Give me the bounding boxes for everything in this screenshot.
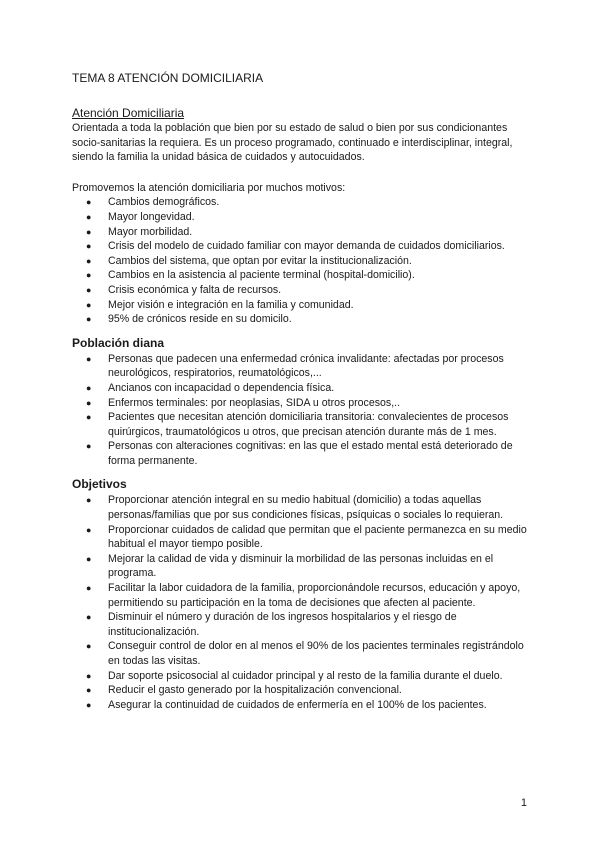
document-title: TEMA 8 ATENCIÓN DOMICILIARIA bbox=[72, 71, 264, 85]
list-item bbox=[86, 698, 534, 713]
list-item bbox=[86, 239, 534, 254]
list-item bbox=[86, 610, 534, 639]
list-item-text: Reducir el gasto generado por la hospitalización convencional. bbox=[108, 684, 402, 697]
bullet-icon: ● bbox=[86, 441, 92, 452]
list-item-text: Cambios en la asistencia al paciente terminal (hospital-domicilio). bbox=[108, 269, 415, 282]
list-item-text: Crisis económica y falta de recursos. bbox=[108, 283, 282, 296]
list-item bbox=[86, 283, 534, 298]
list-item-text: Proporcionar cuidados de calidad que permitan que el paciente permanezca en su medio habitual el mayor tiempo posible. bbox=[108, 523, 527, 551]
list-item bbox=[86, 210, 534, 225]
bullet-icon: ● bbox=[86, 670, 92, 681]
list-item bbox=[86, 381, 534, 396]
bullet-icon: ● bbox=[86, 255, 92, 266]
list-item bbox=[86, 254, 534, 269]
list-item bbox=[86, 268, 534, 283]
bullet-icon: ● bbox=[86, 314, 92, 325]
list-item-text: Personas con alteraciones cognitivas: en las que el estado mental está deteriorado de forma permanente. bbox=[108, 440, 513, 467]
list-item-text: Enfermos terminales: por neoplasias, SIDA u otros procesos,.. bbox=[108, 396, 401, 409]
page-number: 1 bbox=[520, 797, 527, 809]
list-item-text: Asegurar la continuidad de cuidados de enfermería en el 100% de los pacientes. bbox=[108, 698, 487, 711]
list-item-text: 95% de crónicos reside en su domicilo. bbox=[108, 313, 292, 326]
document-page bbox=[72, 70, 534, 716]
list-item bbox=[86, 352, 534, 381]
motives-lead-text: Promovemos la atención domiciliaria por muchos motivos: bbox=[72, 181, 346, 194]
list-item-text: Conseguir control de dolor en al menos el 90% de los pacientes terminales registrándolo en todas las visitas. bbox=[108, 640, 524, 667]
list-item bbox=[86, 410, 534, 439]
list-item bbox=[86, 225, 534, 240]
list-item-text: Pacientes que necesitan atención domiciliaria transitoria: convalecientes de procesos quirúrgicos, traumatológicos u otros, que precisan atención durante más de 1 mes. bbox=[108, 411, 509, 438]
list-item bbox=[86, 552, 534, 581]
list-item-text: Cambios del sistema, que optan por evitar la institucionalización. bbox=[108, 254, 412, 267]
list-item bbox=[86, 523, 534, 552]
list-item bbox=[86, 396, 534, 411]
bullet-icon: ● bbox=[86, 524, 92, 535]
list-item-text: Personas que padecen una enfermedad crónica invalidante: afectadas por procesos neurológicos, respiratorios, reumatológicos,... bbox=[108, 352, 504, 380]
bullet-icon: ● bbox=[86, 412, 92, 423]
list-item-text: Dar soporte psicosocial al cuidador principal y al resto de la familia durante el duelo. bbox=[108, 669, 503, 682]
list-item bbox=[86, 581, 534, 610]
bullet-icon: ● bbox=[86, 583, 92, 594]
section-intro-paragraph: Orientada a toda la población que bien por su estado de salud o bien por sus condicionantes socio-sanitarias la requiera. Es un proceso programado, continuado e interdisciplinar, integral, siendo la familia la unidad básica de cuidados y autocuidados. bbox=[72, 122, 513, 164]
list-item-text: Proporcionar atención integral en su medio habitual (domicilio) a todas aquellas personas/familias que por sus condiciones físicas, psíquicas o sociales lo requieran. bbox=[108, 494, 504, 522]
bullet-icon: ● bbox=[86, 685, 92, 696]
list-item-text: Mayor longevidad. bbox=[108, 210, 195, 223]
motives-list bbox=[72, 195, 534, 326]
bullet-icon: ● bbox=[86, 241, 92, 252]
list-item bbox=[86, 493, 534, 522]
list-item bbox=[86, 312, 534, 327]
list-item bbox=[86, 639, 534, 668]
list-item bbox=[86, 669, 534, 684]
poblacion-diana-list bbox=[72, 352, 534, 469]
section-heading-objetivos: Objetivos bbox=[72, 477, 127, 492]
objetivos-list bbox=[72, 493, 534, 712]
list-item-text: Facilitar la labor cuidadora de la familia, proporcionándole recursos, educación y apoyo, permitiendo su participación en la toma de decisiones que afecten al paciente. bbox=[108, 582, 521, 609]
list-item bbox=[86, 683, 534, 698]
list-item bbox=[86, 298, 534, 313]
list-item-text: Mejorar la calidad de vida y disminuir la morbilidad de las personas incluidas en el programa. bbox=[108, 552, 494, 580]
list-item-text: Mejor visión e integración en la familia y comunidad. bbox=[108, 298, 354, 311]
bullet-icon: ● bbox=[86, 495, 92, 506]
list-item-text: Disminuir el número y duración de los ingresos hospitalarios y el riesgo de institucionalización. bbox=[108, 611, 457, 638]
bullet-icon: ● bbox=[86, 382, 92, 393]
bullet-icon: ● bbox=[86, 211, 92, 222]
list-item-text: Ancianos con incapacidad o dependencia física. bbox=[108, 381, 335, 394]
bullet-icon: ● bbox=[86, 226, 92, 237]
bullet-icon: ● bbox=[86, 553, 92, 564]
list-item-text: Cambios demográficos. bbox=[108, 196, 220, 209]
bullet-icon: ● bbox=[86, 270, 92, 281]
bullet-icon: ● bbox=[86, 397, 92, 408]
bullet-icon: ● bbox=[86, 197, 92, 208]
list-item bbox=[86, 439, 534, 468]
bullet-icon: ● bbox=[86, 284, 92, 295]
section-heading-atencion-domiciliaria: Atención Domiciliaria bbox=[72, 106, 185, 120]
bullet-icon: ● bbox=[86, 641, 92, 652]
section-heading-poblacion-diana: Población diana bbox=[72, 335, 165, 350]
bullet-icon: ● bbox=[86, 353, 92, 364]
bullet-icon: ● bbox=[86, 299, 92, 310]
bullet-icon: ● bbox=[86, 699, 92, 710]
list-item bbox=[86, 195, 534, 210]
bullet-icon: ● bbox=[86, 612, 92, 623]
list-item-text: Mayor morbilidad. bbox=[108, 225, 193, 238]
list-item-text: Crisis del modelo de cuidado familiar con mayor demanda de cuidados domiciliarios. bbox=[108, 240, 505, 253]
